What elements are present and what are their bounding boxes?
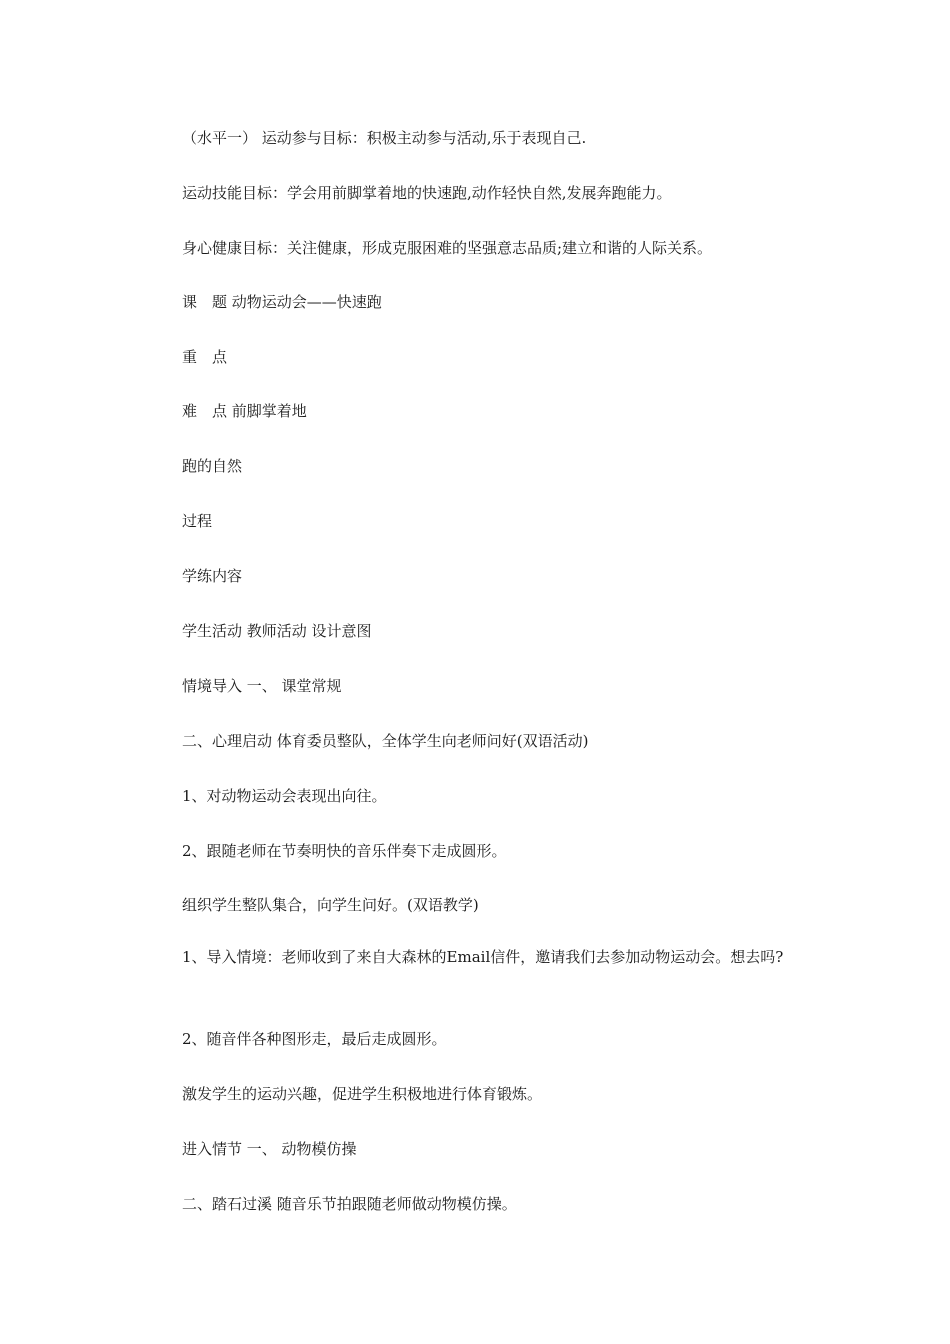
paragraph-content: 学练内容 xyxy=(182,567,243,585)
paragraph-enter-plot: 进入情节 一、 动物模仿操 xyxy=(182,1140,357,1158)
paragraph-topic: 课 题 动物运动会——快速跑 xyxy=(182,293,382,311)
paragraph-key-point: 重 点 xyxy=(182,348,228,366)
paragraph-difficulty: 难 点 前脚掌着地 xyxy=(182,402,307,420)
paragraph-mental-start: 二、心理启动 体育委员整队，全体学生向老师问好(双语活动) xyxy=(182,732,589,750)
paragraph-email-story: 1、导入情境：老师收到了来自大森林的Email信件，邀请我们去参加动物运动会。想去吗? xyxy=(182,948,784,966)
paragraph-stepping-stones: 二、踏石过溪 随音乐节拍跟随老师做动物模仿操。 xyxy=(182,1195,517,1213)
paragraph-shape-walk: 2、随音伴各种图形走，最后走成圆形。 xyxy=(182,1030,447,1048)
paragraph-process: 过程 xyxy=(182,512,213,530)
paragraph-activity-headers: 学生活动 教师活动 设计意图 xyxy=(182,622,372,640)
paragraph-step-2: 2、跟随老师在节奏明快的音乐伴奏下走成圆形。 xyxy=(182,842,507,860)
paragraph-health-goal: 身心健康目标：关注健康，形成克服困难的坚强意志品质;建立和谐的人际关系。 xyxy=(182,239,713,257)
paragraph-motivation: 激发学生的运动兴趣，促进学生积极地进行体育锻炼。 xyxy=(182,1085,543,1103)
paragraph-step-1: 1、对动物运动会表现出向往。 xyxy=(182,787,387,805)
paragraph-skill-goal: 运动技能目标：学会用前脚掌着地的快速跑,动作轻快自然,发展奔跑能力。 xyxy=(182,184,672,202)
paragraph-scene-intro: 情境导入 一、 课堂常规 xyxy=(182,677,342,695)
paragraph-organize: 组织学生整队集合，向学生问好。(双语教学) xyxy=(182,896,479,914)
paragraph-natural-running: 跑的自然 xyxy=(182,457,243,475)
paragraph-participation-goal: （水平一） 运动参与目标：积极主动参与活动,乐于表现自己. xyxy=(182,129,587,147)
